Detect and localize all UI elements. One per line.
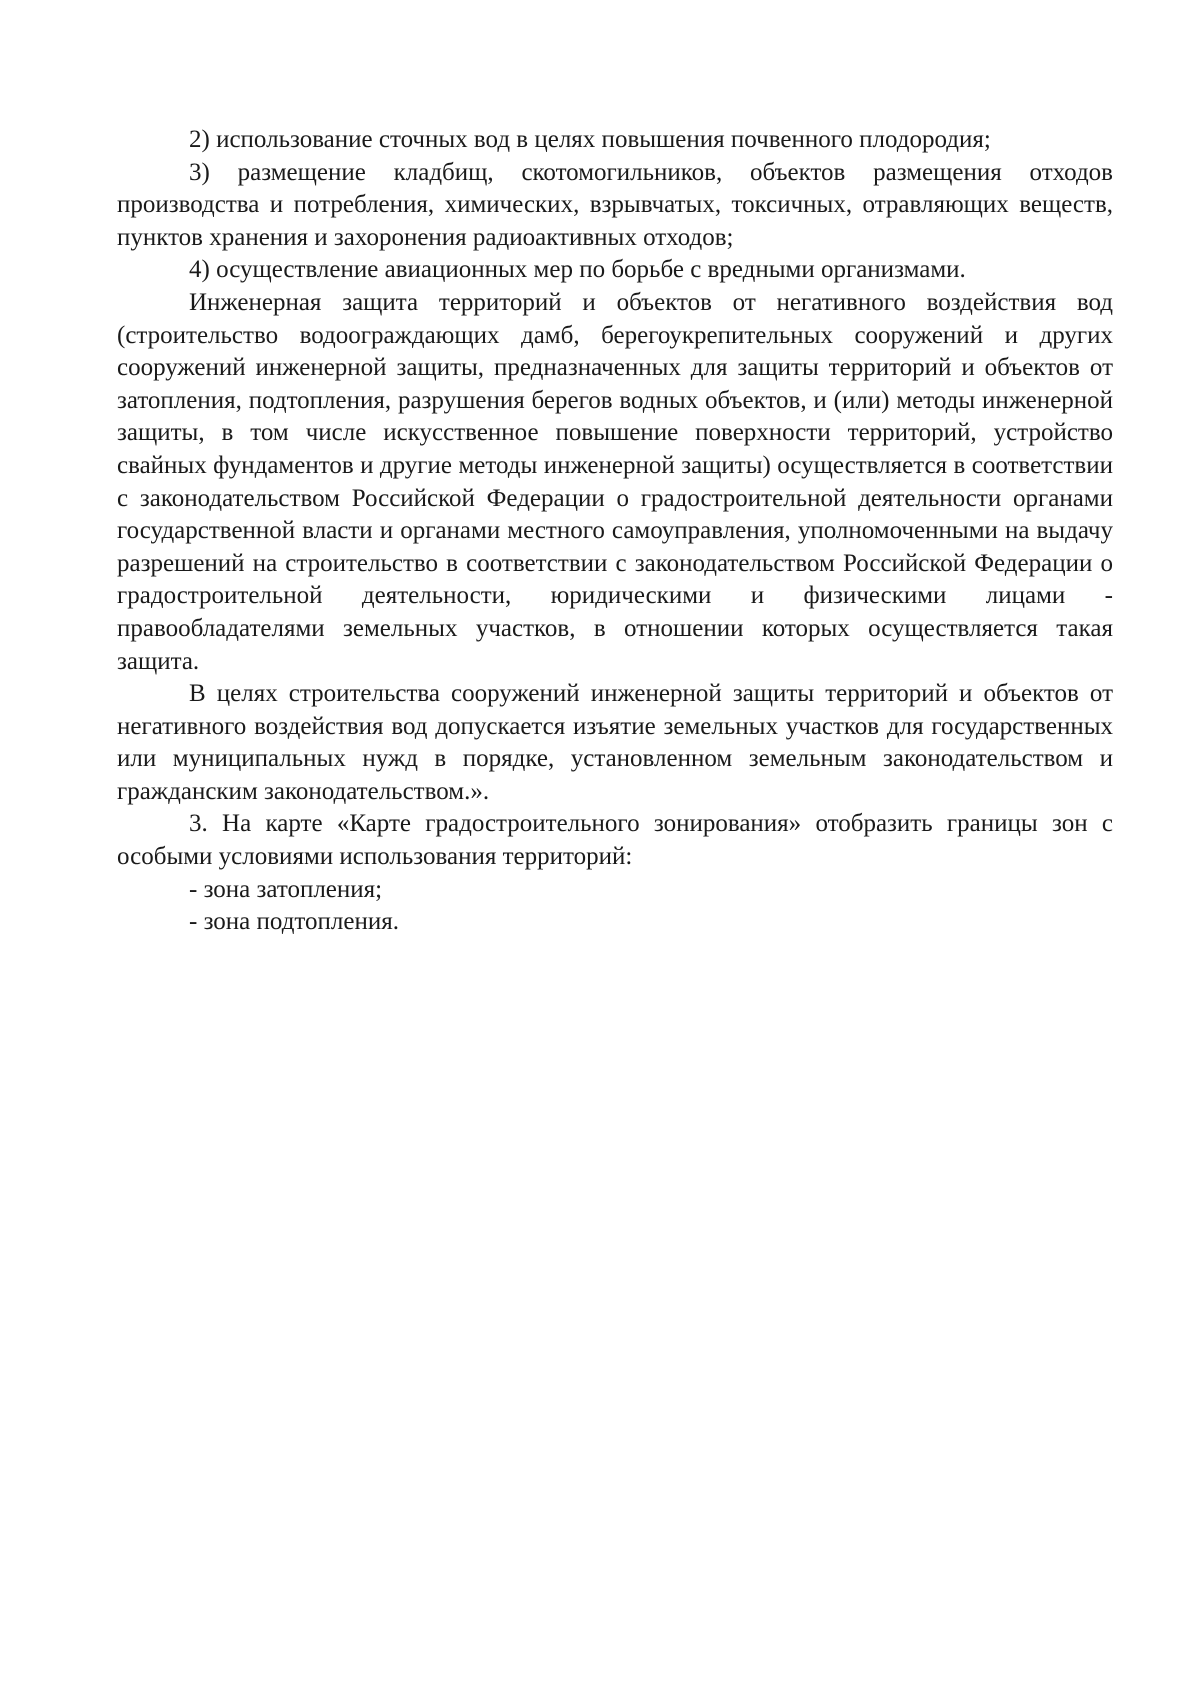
list-item-underflooding-zone: - зона подтопления. xyxy=(189,908,399,936)
paragraph-item-3: 3) размещение кладбищ, скотомогильников, объектов размещения отходов производства и потребления, химических, взрывчатых, токсичных, отравляющих веществ, пунктов хранения и захоронения радиоактивных отходов; xyxy=(117,158,1113,251)
list-item-flood-zone: - зона затопления; xyxy=(189,875,383,903)
document-body xyxy=(117,124,1113,939)
paragraph-engineering-protection: Инженерная защита территорий и объектов от негативного воздействия вод (строительство водоограждающих дамб, берегоукрепительных сооружений и других сооружений инженерной защиты, предназначенных для защиты территорий и объектов от затопления, подтопления, разрушения берегов водных объектов, и (или) методы инженерной защиты, в том числе искусственное повышение поверхности территорий, устройство свайных фундаментов и другие методы инженерной защиты) осуществляется в соответствии с законодательством Российской Федерации о градостроительной деятельности органами государственной власти и органами местного самоуправления, уполномоченными на выдачу разрешений на строительство в соответствии с законодательством Российской Федерации о градостроительной деятельности, юридическими и физическими лицами - правообладателями земельных участков, в отношении которых осуществляется такая защита. xyxy=(117,288,1113,675)
paragraph-point-3: 3. На карте «Карте градостроительного зонирования» отобразить границы зон с особыми условиями использования территорий: xyxy=(117,810,1113,871)
paragraph-item-4: 4) осуществление авиационных мер по борьбе с вредными организмами. xyxy=(189,256,966,284)
paragraph-land-seizure: В целях строительства сооружений инженерной защиты территорий и объектов от негативного воздействия вод допускается изъятие земельных участков для государственных или муниципальных нужд в порядке, установленном земельным законодательством и гражданским законодательством.». xyxy=(117,680,1113,805)
paragraph-item-2: 2) использование сточных вод в целях повышения почвенного плодородия; xyxy=(189,126,991,153)
